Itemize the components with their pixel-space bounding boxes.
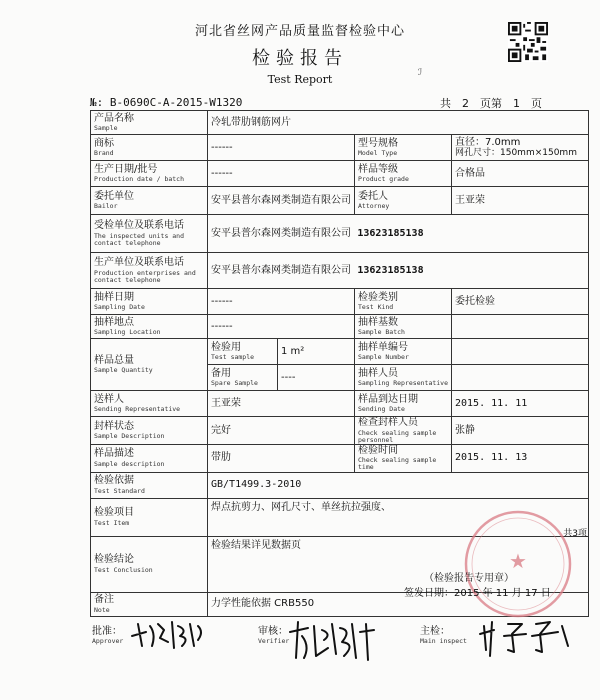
grade-label: 样品等级 Product grade: [355, 161, 452, 187]
inspected-label: 受检单位及联系电话 The inspected units and contact telephone: [91, 215, 208, 253]
verifier-signature: [286, 618, 378, 664]
sample-batch-label: 抽样基数 Sample Batch: [355, 315, 452, 339]
sample-desc-label: 样品描述 Sample description: [91, 444, 208, 472]
table-row: [91, 187, 589, 215]
standard-value: GB/T1499.3-2010: [208, 472, 589, 498]
test-item-label: 检验项目 Test Item: [91, 498, 208, 536]
verifier-label: 审核：: [258, 626, 288, 637]
test-item-value: 焊点抗剪力、网孔尺寸、单丝抗拉强度、: [208, 498, 589, 536]
sampling-date-label: 抽样日期 Sampling Date: [91, 289, 208, 315]
brand-value: ------: [208, 135, 355, 161]
quantity-label: 样品总量 Sample Quantity: [91, 339, 208, 391]
seal-state-value: 完好: [208, 417, 355, 445]
bailor-value: 安平县普尔森网类制造有限公司: [208, 187, 355, 215]
main-inspector-signature: [478, 616, 574, 660]
test-kind-label: 检验类别 Test Kind: [355, 289, 452, 315]
conclusion-value: 检验结果详见数据页: [208, 536, 589, 592]
page-total-unit: 页第: [480, 97, 502, 110]
table-row: [91, 391, 589, 417]
test-sample-value: 1 m²: [278, 339, 355, 365]
test-item-count: 共3项: [563, 529, 587, 539]
sample-number-label: 抽样单编号 Sample Number: [355, 339, 452, 365]
sampling-location-value: ------: [208, 315, 355, 339]
production-date-value: ------: [208, 161, 355, 187]
sending-rep-label: 送样人 Sending Representative: [91, 391, 208, 417]
page-current: 1: [513, 97, 520, 110]
sending-date-value: 2015. 11. 11: [452, 391, 589, 417]
note-value: 力学性能依据 CRB550: [208, 592, 589, 616]
verifier-label-en: Verifier: [258, 637, 290, 645]
table-row: [91, 315, 589, 339]
page-total: 2: [462, 97, 469, 110]
seal-state-label: 封样状态 Sample Description: [91, 417, 208, 445]
sampling-date-value: ------: [208, 289, 355, 315]
attorney-value: 王亚荣: [452, 187, 589, 215]
stamp-note: （检验报告专用章）: [424, 573, 514, 584]
main-inspector-label-en: Main inspect: [420, 637, 467, 645]
production-date-label: 生产日期/批号 Production date / batch: [91, 161, 208, 187]
sample-label: 产品名称 Sample: [91, 111, 208, 135]
spare-sample-label: 备用 Spare Sample: [208, 365, 278, 391]
table-row: [91, 135, 589, 161]
producer-value: 安平县普尔森网类制造有限公司 13623185138: [208, 253, 589, 289]
page-total-label: 共: [440, 97, 451, 110]
approver-signature: [128, 616, 208, 654]
sample-desc-value: 带肋: [208, 444, 355, 472]
table-row: [91, 444, 589, 472]
inspected-value: 安平县普尔森网类制造有限公司 13623185138: [208, 215, 589, 253]
attorney-label: 委托人 Attorney: [355, 187, 452, 215]
issue-date: 签发日期：2015 年 11 月 17 日: [404, 588, 551, 599]
check-time-value: 2015. 11. 13: [452, 444, 589, 472]
main-inspector-label: 主检：: [420, 626, 450, 637]
conclusion-label: 检验结论 Test Conclusion: [91, 536, 208, 592]
sending-rep-value: 王亚荣: [208, 391, 355, 417]
approver-label: 批准：: [92, 626, 122, 637]
seal-check-value: 张静: [452, 417, 589, 445]
seal-check-label: 检查封样人员 Check sealing sample personnel: [355, 417, 452, 445]
table-row: [91, 111, 589, 135]
organization-name: 河北省丝网产品质量监督检验中心: [194, 24, 405, 39]
svg-text:★: ★: [509, 549, 527, 573]
sample-value: 冷轧带肋钢筋网片: [208, 111, 589, 135]
table-row: [91, 339, 589, 365]
model-value: 直径：7.0mm 网孔尺寸：150mm×150mm: [452, 135, 589, 161]
sampling-rep-label: 抽样人员 Sampling Representative: [355, 365, 452, 391]
table-row: [91, 472, 589, 498]
approver-label-en: Approver: [92, 637, 124, 645]
spare-sample-value: ----: [278, 365, 355, 391]
model-label: 型号规格 Model Type: [355, 135, 452, 161]
sending-date-label: 样品到达日期 Sending Date: [355, 391, 452, 417]
sampling-location-label: 抽样地点 Sampling Location: [91, 315, 208, 339]
pen-mark: ℐ: [418, 68, 423, 78]
official-seal: [462, 508, 574, 620]
sample-batch-value: [452, 315, 589, 339]
grade-value: 合格品: [452, 161, 589, 187]
table-row: [91, 289, 589, 315]
test-kind-value: 委托检验: [452, 289, 589, 315]
main-inspector-field: [420, 622, 467, 645]
note-label: 备注 Note: [91, 592, 208, 616]
producer-label: 生产单位及联系电话 Production enterprises and contact telephone: [91, 253, 208, 289]
table-row: [91, 161, 589, 187]
sampling-rep-value: [452, 365, 589, 391]
report-title: 检验报告: [252, 48, 348, 69]
report-title-en: Test Report: [267, 73, 333, 86]
standard-label: 检验依据 Test Standard: [91, 472, 208, 498]
table-row: [91, 417, 589, 445]
check-time-label: 检验时间 Check sealing sample time: [355, 444, 452, 472]
table-row: [91, 215, 589, 253]
page-info: [440, 95, 542, 111]
bailor-label: 委托单位 Bailor: [91, 187, 208, 215]
approver-field: [92, 622, 123, 645]
page-current-unit: 页: [531, 97, 542, 110]
brand-label: 商标 Brand: [91, 135, 208, 161]
sample-number-value: [452, 339, 589, 365]
test-sample-label: 检验用 Test sample: [208, 339, 278, 365]
document-number: №: B-0690C-A-2015-W1320: [90, 96, 243, 109]
table-row: [91, 253, 589, 289]
qr-code-icon: [508, 22, 548, 62]
verifier-field: [258, 622, 289, 645]
